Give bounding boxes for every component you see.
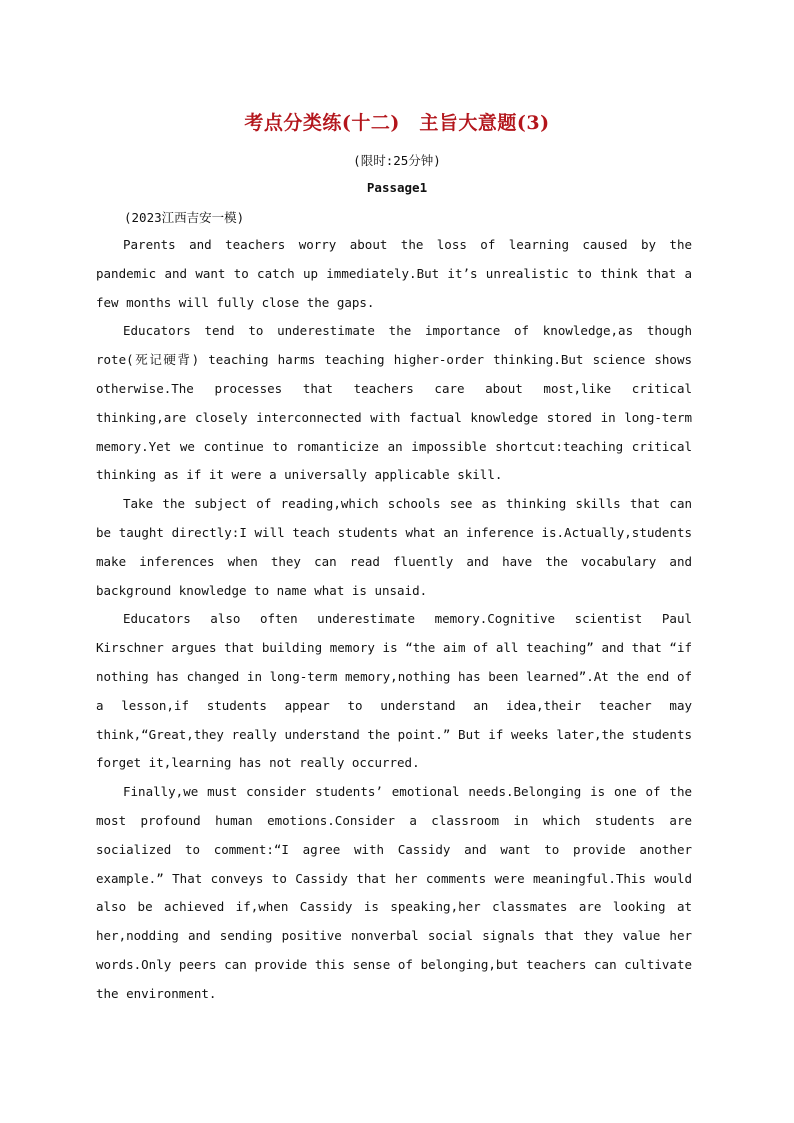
paragraph-2: Educators tend to underestimate the importance of knowledge,as though rote(死记硬背) teaching harms teaching higher-order thinking.But science shows otherwise.The processes that teachers care about most,like critical thinking,are closely interconnected with factual knowledge stored in long-term memory.Yet we continue to romanticize an impossible shortcut:teaching critical thinking as if it were a universally applicable skill. bbox=[96, 323, 692, 483]
passage-body bbox=[96, 231, 692, 1009]
paragraph-3: Take the subject of reading,which schools see as thinking skills that can be taught directly:I will teach students what an inference is.Actually,students make inferences when they can read fluently and have the vocabulary and background knowledge to name what is unsaid. bbox=[96, 496, 692, 598]
page-title: 考点分类练(十二) 主旨大意题(3) bbox=[244, 112, 550, 134]
paragraph-5: Finally,we must consider students’ emotional needs.Belonging is one of the most profound human emotions.Consider a classroom in which students are socialized to comment:“I agree with Cassidy and want to provide another example.” That conveys to Cassidy that her comments were meaningful.This would also be achieved if,when Cassidy is speaking,her classmates are looking at her,nodding and sending positive nonverbal social signals that they value her words.Only peers can provide this sense of belonging,but teachers can cultivate the environment. bbox=[96, 784, 692, 1001]
time-limit: (限时:25分钟) bbox=[353, 153, 441, 168]
passage-label: Passage1 bbox=[366, 180, 428, 195]
paragraph-4: Educators also often underestimate memory.Cognitive scientist Paul Kirschner argues that building memory is “the aim of all teaching” and that “if nothing has changed in long-term memory,nothing has been learned”.At the end of a lesson,if students appear to understand an idea,their teacher may think,“Great,they really understand the point.” But if weeks later,the students forget it,learning has not really occurred. bbox=[96, 611, 692, 771]
passage-source: (2023江西吉安一模) bbox=[124, 210, 245, 225]
paragraph-1: Parents and teachers worry about the loss of learning caused by the pandemic and want to catch up immediately.But it’s unrealistic to think that a few months will fully close the gaps. bbox=[96, 237, 692, 310]
